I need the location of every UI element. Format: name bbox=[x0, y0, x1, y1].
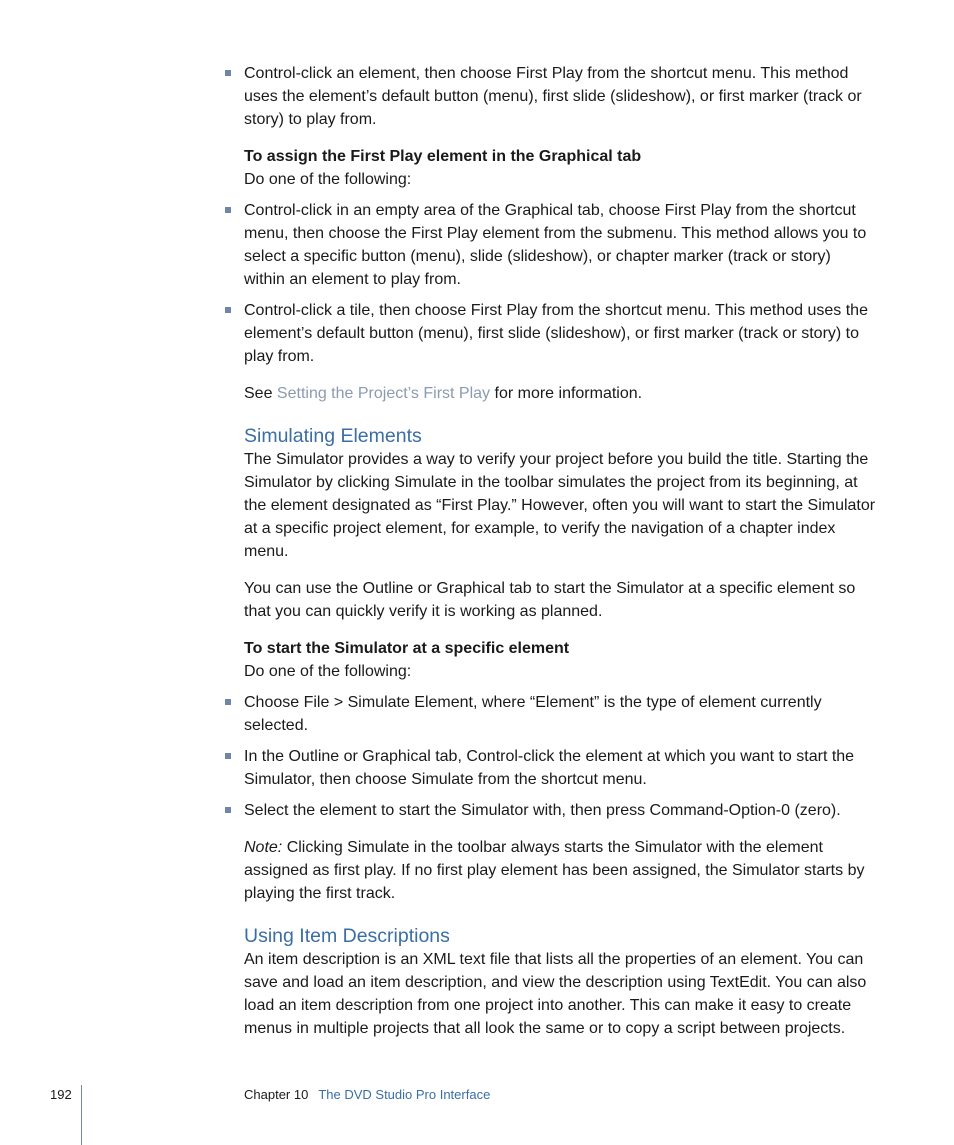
footer-divider bbox=[81, 1085, 82, 1145]
task-heading: To start the Simulator at a specific element bbox=[244, 640, 570, 657]
list-item bbox=[244, 691, 876, 737]
section-heading-using-item-descriptions: Using Item Descriptions bbox=[244, 925, 450, 947]
list-item bbox=[244, 62, 876, 131]
bullet-marker bbox=[225, 207, 231, 213]
see-also-paragraph bbox=[244, 382, 876, 405]
body-paragraph: You can use the Outline or Graphical tab to start the Simulator at a specific element so that you can quickly verify it is working as planned. bbox=[244, 580, 856, 620]
bullet-marker bbox=[225, 70, 231, 76]
list-item bbox=[244, 199, 876, 291]
bullet-marker bbox=[225, 699, 231, 705]
see-suffix: for more information. bbox=[490, 385, 643, 402]
list-item-text: Control-click an element, then choose First Play from the shortcut menu. This method uses the element’s default button (menu), first slide (slideshow), or first marker (track or story) to play from. bbox=[244, 65, 862, 128]
task-heading: To assign the First Play element in the Graphical tab bbox=[244, 148, 642, 165]
footer-chapter-label: Chapter 10 bbox=[244, 1087, 309, 1102]
page-number: 192 bbox=[50, 1087, 72, 1102]
note-text: Clicking Simulate in the toolbar always starts the Simulator with the element assigned as first play. If no first play element has been assigned, the Simulator starts by playing the first track. bbox=[244, 839, 865, 902]
page-content bbox=[244, 62, 876, 1054]
list-item-text: Control-click in an empty area of the Graphical tab, choose First Play from the shortcut menu, then choose the First Play element from the submenu. This method allows you to select a specific button (menu), slide (slideshow), or chapter marker (track or story) within an element to play from. bbox=[244, 202, 867, 288]
bullet-marker bbox=[225, 307, 231, 313]
task-instruction: Do one of the following: bbox=[244, 663, 412, 680]
list-item bbox=[244, 299, 876, 368]
task-instruction: Do one of the following: bbox=[244, 171, 412, 188]
footer-chapter-title: The DVD Studio Pro Interface bbox=[318, 1087, 491, 1102]
list-item-text: Choose File > Simulate Element, where “Element” is the type of element currently selected. bbox=[244, 694, 822, 734]
bullet-marker bbox=[225, 807, 231, 813]
list-item bbox=[244, 745, 876, 791]
body-paragraph: The Simulator provides a way to verify your project before you build the title. Starting the Simulator by clicking Simulate in the toolbar simulates the project from its beginning, at the element designated as “First Play.” However, often you will want to start the Simulator at a specific project element, for example, to verify the navigation of a chapter index menu. bbox=[244, 451, 876, 560]
body-paragraph: An item description is an XML text file that lists all the properties of an element. You can save and load an item description, and view the description using TextEdit. You can also load an item description from one project into another. This can make it easy to create menus in multiple projects that all look the same or to copy a script between projects. bbox=[244, 951, 867, 1037]
note-label: Note: bbox=[244, 839, 283, 856]
list-item-text: Select the element to start the Simulator with, then press Command-Option-0 (zero). bbox=[244, 802, 841, 819]
cross-reference-link[interactable]: Setting the Project’s First Play bbox=[276, 385, 491, 402]
see-prefix: See bbox=[244, 385, 277, 402]
note-paragraph bbox=[244, 836, 876, 905]
list-item bbox=[244, 799, 876, 822]
running-footer bbox=[244, 1087, 490, 1103]
list-item-text: Control-click a tile, then choose First Play from the shortcut menu. This method uses the element’s default button (menu), first slide (slideshow), or first marker (track or story) to play from. bbox=[244, 302, 868, 365]
bullet-marker bbox=[225, 753, 231, 759]
section-heading-simulating-elements: Simulating Elements bbox=[244, 425, 422, 447]
list-item-text: In the Outline or Graphical tab, Control-click the element at which you want to start the Simulator, then choose Simulate from the shortcut menu. bbox=[244, 748, 855, 788]
